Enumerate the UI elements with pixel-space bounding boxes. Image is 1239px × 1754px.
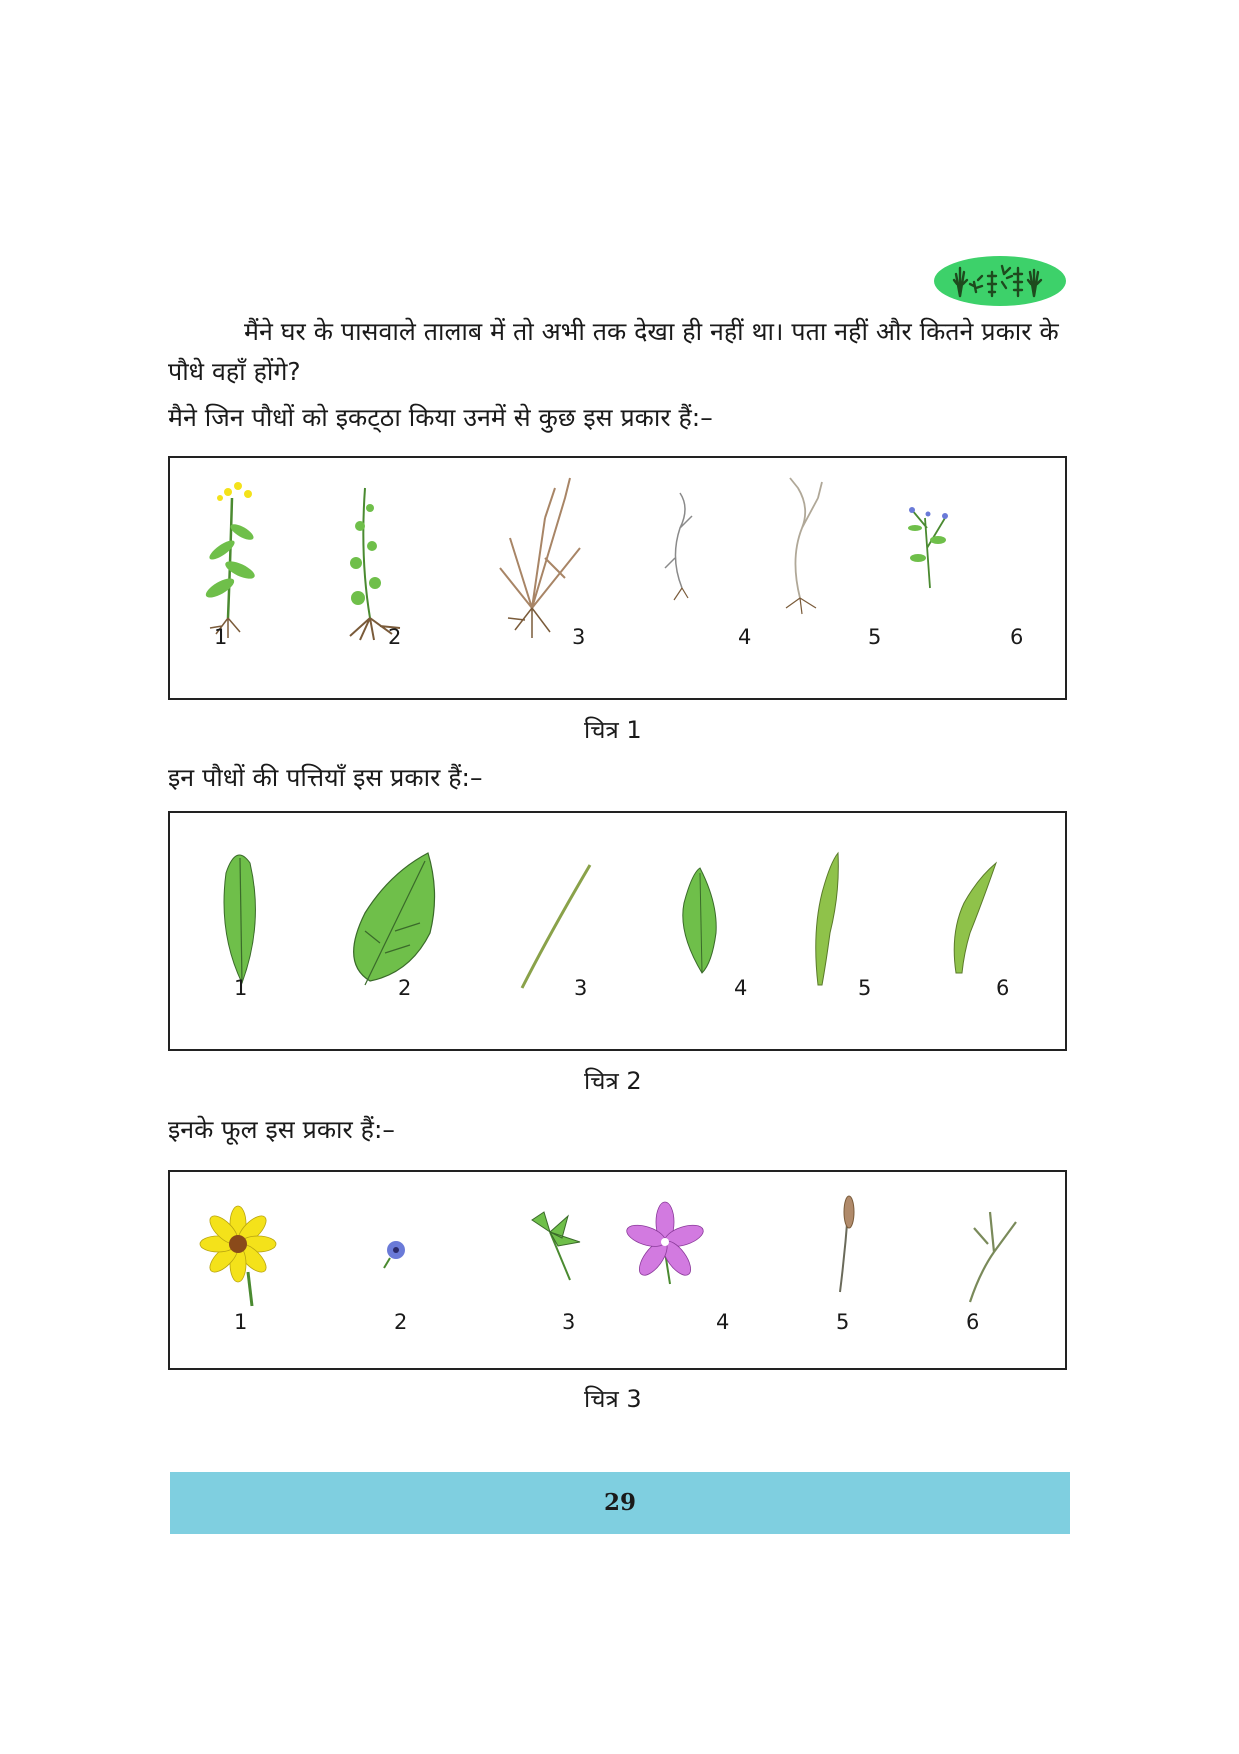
flower-2-illustration	[384, 1241, 405, 1268]
figure-2-label-5: 5	[858, 976, 872, 1000]
plant-3-illustration	[500, 478, 580, 638]
figure-1-label-4: 4	[738, 625, 752, 649]
page-footer	[170, 1472, 1070, 1534]
plants-intro-paragraph: मैने जिन पौधों को इकट्‌ठा किया उनमें से कुछ इस प्रकार हैं:–	[168, 403, 713, 432]
figure-3-label-4: 4	[716, 1310, 730, 1334]
leaf-4-illustration	[683, 868, 716, 973]
figure-1-label-1: 1	[214, 625, 228, 649]
figure-1-plants	[168, 456, 1067, 700]
flower-5-illustration	[840, 1196, 854, 1292]
plant-1-illustration	[203, 482, 257, 638]
plant-6-illustration	[908, 507, 948, 588]
leaf-1-illustration	[224, 855, 255, 983]
figure-2-label-1: 1	[234, 976, 248, 1000]
figure-3-flowers	[168, 1170, 1067, 1370]
figure-1-label-5: 5	[868, 625, 882, 649]
flower-6-illustration	[970, 1212, 1016, 1302]
grass-sprigs-icon	[952, 262, 1048, 300]
leaf-5-illustration	[816, 853, 839, 985]
figure-1-label-6: 6	[1010, 625, 1024, 649]
flower-4-illustration	[624, 1202, 706, 1284]
plant-5-illustration	[786, 478, 822, 614]
figure-3-label-1: 1	[234, 1310, 248, 1334]
figure-1-label-3: 3	[572, 625, 586, 649]
figure-1-label-2: 2	[388, 625, 402, 649]
intro-paragraph: मैंने घर के पासवाले तालाब में तो अभी तक देखा ही नहीं था। पता नहीं और कितने प्रकार के पौधे वहाँ होंगे?	[168, 317, 1059, 386]
figure-3-label-2: 2	[394, 1310, 408, 1334]
flower-1-illustration	[200, 1206, 276, 1306]
plant-2-illustration	[350, 488, 400, 640]
figure-2-label-4: 4	[734, 976, 748, 1000]
figure-2-caption: चित्र 2	[584, 1067, 642, 1095]
figure-2-label-6: 6	[996, 976, 1010, 1000]
figure-3-label-3: 3	[562, 1310, 576, 1334]
section-badge	[934, 256, 1066, 306]
figure-3-caption: चित्र 3	[584, 1385, 642, 1413]
leaf-6-illustration	[954, 863, 996, 973]
figure-3-label-6: 6	[966, 1310, 980, 1334]
figure-1-caption: चित्र 1	[584, 716, 642, 744]
figure-2-label-2: 2	[398, 976, 412, 1000]
flowers-intro-paragraph: इनके फूल इस प्रकार हैं:–	[168, 1115, 395, 1144]
leaf-2-illustration	[354, 853, 435, 985]
figure-2-leaves	[168, 811, 1067, 1051]
page-number: 29	[603, 1489, 636, 1516]
figure-3-label-5: 5	[836, 1310, 850, 1334]
figure-2-label-3: 3	[574, 976, 588, 1000]
leaves-intro-paragraph: इन पौधों की पत्तियाँ इस प्रकार हैं:–	[168, 763, 483, 792]
leaf-3-illustration	[522, 865, 590, 988]
flower-3-illustration	[532, 1212, 580, 1280]
plant-4-illustration	[665, 493, 692, 600]
